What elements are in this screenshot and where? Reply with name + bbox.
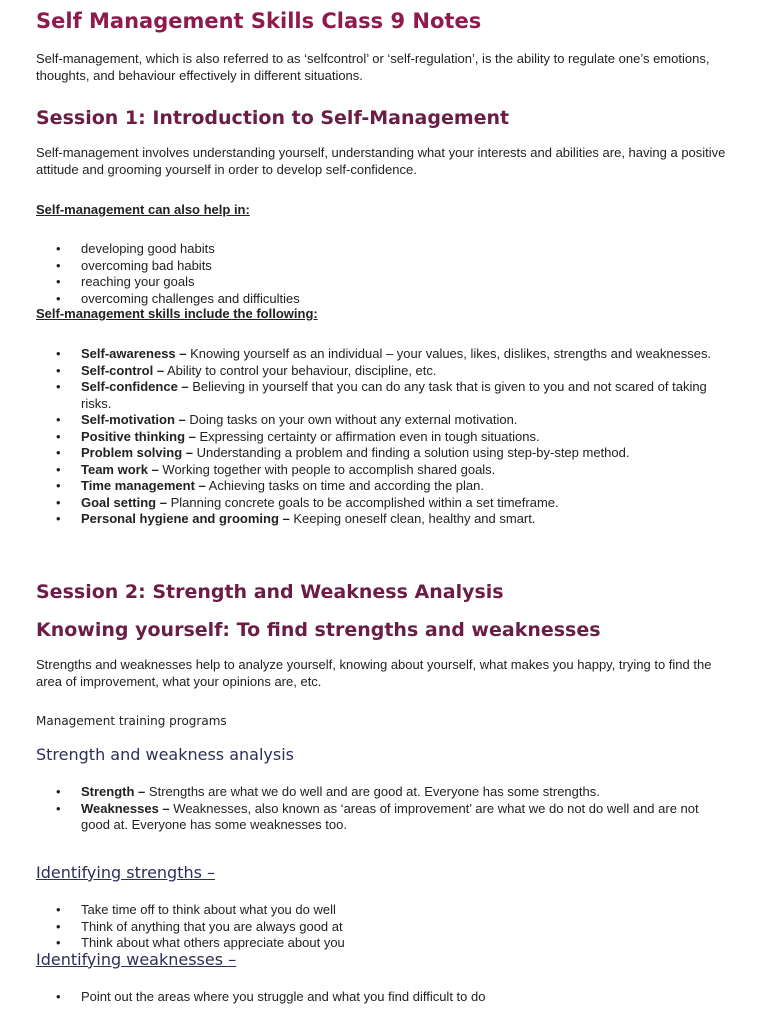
list-item: • Take time off to think about what you do well [56,902,336,917]
skill-term: Self-control – [81,362,165,378]
skill-desc: Planning concrete goals to be accomplished within a set timeframe. [166,494,559,510]
help-list [36,241,716,307]
bullet-icon: • [56,935,61,950]
list-item [36,346,716,363]
analysis-term: Strength – [81,784,146,799]
weaknesses-list [36,989,716,1006]
skill-term: Personal hygiene and grooming – [81,511,290,526]
skill-term: Positive thinking – [81,428,196,444]
skill-term: Goal setting – [81,494,167,510]
list-item [36,445,716,462]
list-item: • Think of anything that you are always good at [56,918,343,934]
help-heading: Self-management can also help in: [36,202,250,217]
skill-desc: Understanding a problem and finding a solution using step-by-step method. [192,445,630,460]
list-item [36,801,716,834]
skill-term: Self-awareness – [81,346,187,361]
list-item [36,412,716,429]
list-item: • Think about what others appreciate about you [56,935,345,950]
skill-desc: Believing in yourself that you can do any task that is given to you and not scared of taking risks. [81,379,707,411]
list-item [36,379,716,412]
bullet-icon: • [56,290,61,306]
list-item [36,363,716,380]
bullet-icon: • [56,784,61,799]
skill-term: Problem solving – [81,445,193,460]
list-item: • developing good habits [56,241,215,256]
session1-paragraph: Self-management involves understanding yourself, understanding what your interests and abilities are, having a positive attitude and grooming yourself in order to develop self-confidence. [36,145,726,177]
bullet-icon: • [56,428,61,444]
bullet-icon: • [56,800,61,816]
analysis-list [36,784,716,834]
list-item [36,784,716,801]
training-label: Management training programs [36,714,227,728]
list-item: • reaching your goals [56,274,195,289]
skill-desc: Ability to control your behaviour, discipline, etc. [164,362,437,378]
analysis-desc: Weaknesses, also known as ‘areas of improvement’ are what we do not do well and are not good at. Everyone has some weaknesses too. [81,800,699,832]
list-item [36,511,716,528]
strengths-list [36,902,716,952]
bullet-icon: • [56,494,61,510]
list-item: • overcoming challenges and difficulties [56,290,300,306]
skill-desc: Expressing certainty or affirmation even in tough situations. [195,428,540,444]
bullet-icon: • [56,362,61,378]
skill-desc: Achieving tasks on time and according the plan. [205,478,484,493]
bullet-icon: • [56,478,61,493]
skills-list [36,346,716,528]
skill-desc: Knowing yourself as an individual – your values, likes, dislikes, strengths and weaknesses. [186,346,712,361]
list-item [36,495,716,512]
intro-paragraph: Self-management, which is also referred to as ‘selfcontrol’ or ‘self-regulation’, is the ability to regulate one’s emotions, thoughts, and behaviour effectively in different situations. [36,51,710,83]
skill-term: Self-confidence – [81,379,189,394]
bullet-icon: • [56,274,61,289]
strengths-heading: Identifying strengths – [36,863,216,882]
bullet-icon: • [56,902,61,917]
session2-paragraph: Strengths and weaknesses help to analyze yourself, knowing about yourself, what makes you happy, trying to find the area of improvement, what your opinions are, etc. [36,657,712,689]
skill-term: Self-motivation – [81,412,186,427]
bullet-icon: • [56,379,61,394]
list-item: • Point out the areas where you struggle and what you find difficult to do [56,989,486,1004]
page-title: Self Management Skills Class 9 Notes [36,9,482,33]
list-item [36,429,716,446]
list-item [36,462,716,479]
skills-heading: Self-management skills include the following: [36,306,318,321]
skill-desc: Doing tasks on your own without any external motivation. [185,412,518,427]
bullet-icon: • [56,989,61,1004]
analysis-desc: Strengths are what we do well and are good at. Everyone has some strengths. [145,784,600,799]
skill-desc: Keeping oneself clean, healthy and smart. [289,511,536,526]
bullet-icon: • [56,445,61,460]
weaknesses-heading: Identifying weaknesses – [36,950,237,969]
session2-subheading: Knowing yourself: To find strengths and weaknesses [36,619,601,641]
list-item: • overcoming bad habits [56,257,212,273]
bullet-icon: • [56,461,61,477]
bullet-icon: • [56,412,61,427]
bullet-icon: • [56,257,61,273]
bullet-icon: • [56,346,61,361]
analysis-heading: Strength and weakness analysis [36,745,295,764]
bullet-icon: • [56,511,61,526]
bullet-icon: • [56,918,61,934]
skill-term: Team work – [81,461,159,477]
session1-heading: Session 1: Introduction to Self-Management [36,107,510,129]
analysis-term: Weaknesses – [81,800,170,816]
bullet-icon: • [56,241,61,256]
list-item [36,478,716,495]
session2-heading: Session 2: Strength and Weakness Analysis [36,581,504,603]
skill-desc: Working together with people to accomplish shared goals. [158,461,496,477]
skill-term: Time management – [81,478,206,493]
